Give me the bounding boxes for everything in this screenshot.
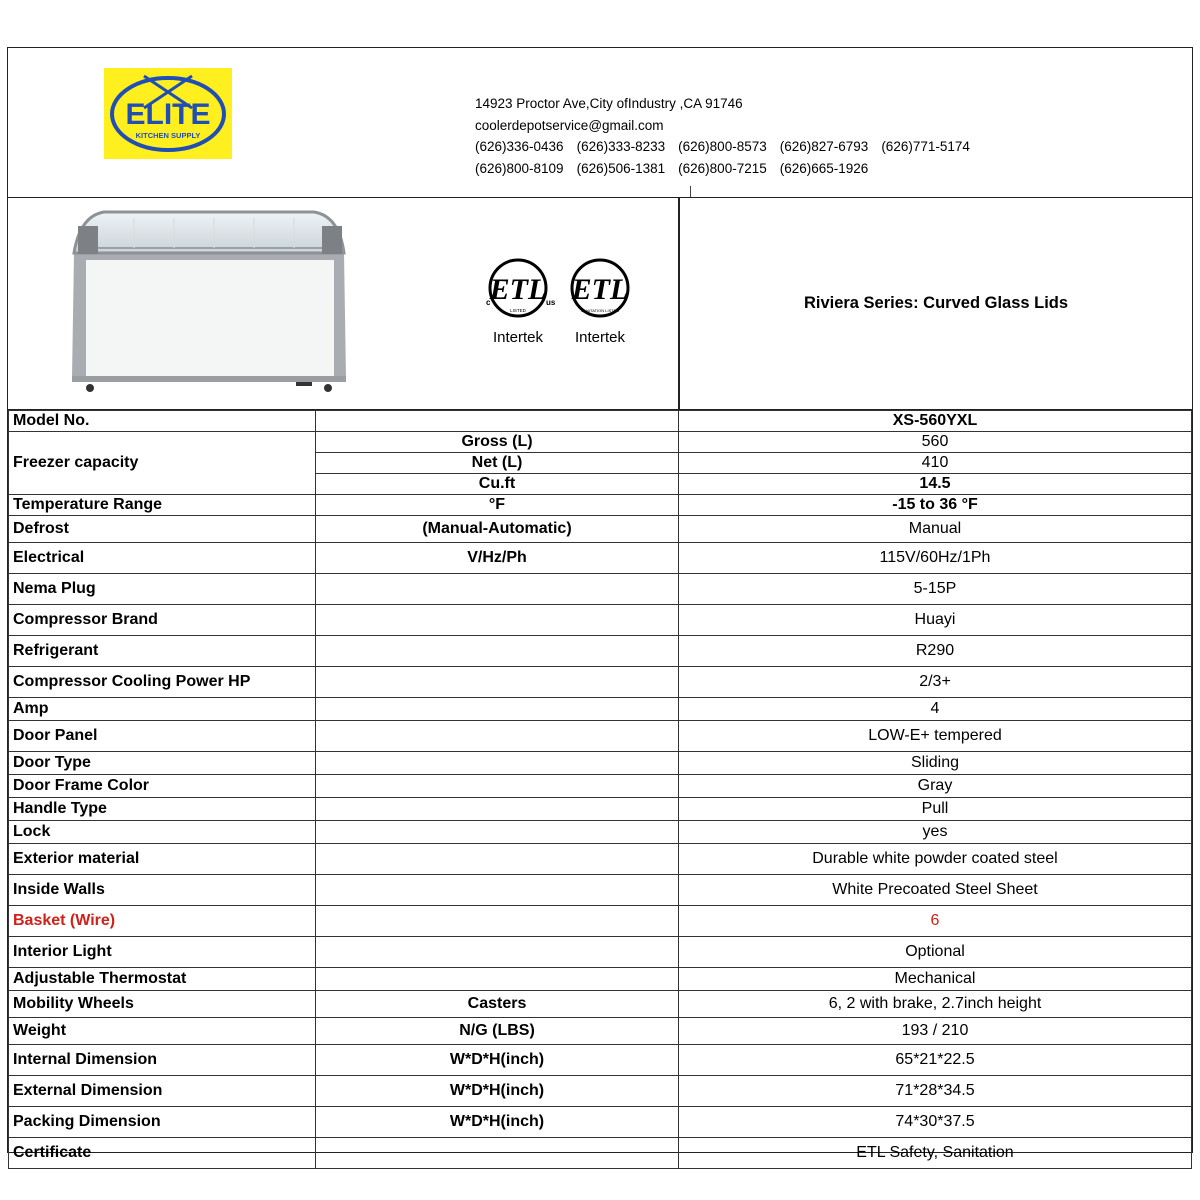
table-row xyxy=(9,752,1192,775)
phone-number: (626)506-1381 xyxy=(576,160,666,176)
spec-label: Packing Dimension xyxy=(9,1107,316,1138)
spec-value: 115V/60Hz/1Ph xyxy=(679,543,1192,574)
phone-row-2 xyxy=(475,158,983,180)
table-row xyxy=(9,636,1192,667)
svg-text:ETL: ETL xyxy=(571,273,629,306)
table-row xyxy=(9,968,1192,991)
spec-value: Huayi xyxy=(679,605,1192,636)
header xyxy=(8,48,1192,198)
model-number: XS-560YXL xyxy=(679,411,1192,432)
spec-unit: W*D*H(inch) xyxy=(316,1107,679,1138)
series-title: Riviera Series: Curved Glass Lids xyxy=(803,293,1069,312)
spec-unit xyxy=(316,906,679,937)
spec-value: ETL Safety, Sanitation xyxy=(679,1138,1192,1169)
etl-certifications xyxy=(480,258,640,353)
spec-unit xyxy=(316,411,679,432)
spec-label: Electrical xyxy=(9,543,316,574)
table-row xyxy=(9,798,1192,821)
svg-text:Intertek: Intertek xyxy=(574,329,626,346)
svg-text:Intertek: Intertek xyxy=(492,329,544,346)
etl-listed-mark xyxy=(486,260,556,346)
phone-number: (626)336-0436 xyxy=(475,139,564,154)
spec-unit xyxy=(316,698,679,721)
spec-unit xyxy=(316,605,679,636)
spec-label: Handle Type xyxy=(9,798,316,821)
table-row xyxy=(9,1138,1192,1169)
phone-number: (626)771-5174 xyxy=(881,139,970,154)
phone-number: (626)333-8233 xyxy=(576,139,666,154)
table-row xyxy=(9,991,1192,1018)
table-row xyxy=(9,516,1192,543)
phone-number: (626)800-8109 xyxy=(475,160,564,176)
table-row xyxy=(9,775,1192,798)
spec-unit: (Manual-Automatic) xyxy=(316,516,679,543)
table-row xyxy=(9,906,1192,937)
spec-value: 4 xyxy=(679,698,1192,721)
spec-unit xyxy=(316,821,679,844)
phone-row-1 xyxy=(475,136,983,158)
spec-value: Pull xyxy=(679,798,1192,821)
spec-label: Refrigerant xyxy=(9,636,316,667)
spec-unit xyxy=(316,752,679,775)
elite-logo xyxy=(104,68,232,159)
spec-unit: W*D*H(inch) xyxy=(316,1045,679,1076)
spec-label: Weight xyxy=(9,1018,316,1045)
email[interactable]: coolerdepotservice@gmail.com xyxy=(475,117,664,133)
svg-text:us: us xyxy=(546,298,556,307)
spec-value: Durable white powder coated steel xyxy=(679,844,1192,875)
table-row xyxy=(9,1018,1192,1045)
spec-unit: V/Hz/Ph xyxy=(316,543,679,574)
spec-value: 14.5 xyxy=(679,474,1192,495)
phone-number: (626)800-8573 xyxy=(678,139,767,154)
spec-value: 5-15P xyxy=(679,574,1192,605)
phone-number: (626)665-1926 xyxy=(779,160,869,176)
spec-unit xyxy=(316,844,679,875)
spec-value: 410 xyxy=(679,453,1192,474)
table-row xyxy=(9,432,1192,453)
spec-sheet xyxy=(7,47,1193,1161)
table-row xyxy=(9,844,1192,875)
spec-value: 71*28*34.5 xyxy=(679,1076,1192,1107)
spec-unit xyxy=(316,574,679,605)
spec-unit: Cu.ft xyxy=(316,474,679,495)
spec-unit xyxy=(316,937,679,968)
table-row xyxy=(9,667,1192,698)
table-row xyxy=(9,1076,1192,1107)
table-row xyxy=(9,875,1192,906)
spec-label: Compressor Brand xyxy=(9,605,316,636)
freezer-product-image xyxy=(64,208,354,400)
spec-value: 2/3+ xyxy=(679,667,1192,698)
table-row xyxy=(9,543,1192,574)
spec-label: External Dimension xyxy=(9,1076,316,1107)
spec-unit xyxy=(316,798,679,821)
spec-label: Mobility Wheels xyxy=(9,991,316,1018)
spec-label: Adjustable Thermostat xyxy=(9,968,316,991)
spec-label: Freezer capacity xyxy=(9,432,316,495)
spec-value: White Precoated Steel Sheet xyxy=(679,875,1192,906)
spec-unit xyxy=(316,875,679,906)
spec-label: Amp xyxy=(9,698,316,721)
spec-unit: Net (L) xyxy=(316,453,679,474)
table-row xyxy=(9,721,1192,752)
spec-value: R290 xyxy=(679,636,1192,667)
table-row xyxy=(9,1045,1192,1076)
table-row xyxy=(9,605,1192,636)
spec-value: Optional xyxy=(679,937,1192,968)
svg-text:SANITATION LISTED: SANITATION LISTED xyxy=(580,308,620,313)
spec-value: 6 xyxy=(679,906,1192,937)
spec-label: Basket (Wire) xyxy=(9,906,316,937)
spec-value: -15 to 36 °F xyxy=(679,495,1192,516)
spec-label: Model No. xyxy=(9,411,316,432)
table-row xyxy=(9,411,1192,432)
spec-label: Compressor Cooling Power HP xyxy=(9,667,316,698)
spec-label: Nema Plug xyxy=(9,574,316,605)
spec-unit: W*D*H(inch) xyxy=(316,1076,679,1107)
spec-label: Interior Light xyxy=(9,937,316,968)
spec-value: Sliding xyxy=(679,752,1192,775)
table-row xyxy=(9,698,1192,721)
spec-value: Gray xyxy=(679,775,1192,798)
spec-value: 560 xyxy=(679,432,1192,453)
spec-value: 65*21*22.5 xyxy=(679,1045,1192,1076)
phone-number: (626)827-6793 xyxy=(779,139,869,154)
spec-value: 74*30*37.5 xyxy=(679,1107,1192,1138)
spec-value: Manual xyxy=(679,516,1192,543)
table-row xyxy=(9,937,1192,968)
spec-unit xyxy=(316,775,679,798)
table-row xyxy=(9,495,1192,516)
etl-sanitation-mark xyxy=(571,260,629,346)
spec-label: Lock xyxy=(9,821,316,844)
spec-label: Exterior material xyxy=(9,844,316,875)
table-row xyxy=(9,821,1192,844)
spec-label: Certificate xyxy=(9,1138,316,1169)
spec-unit: N/G (LBS) xyxy=(316,1018,679,1045)
product-hero xyxy=(8,198,1192,410)
svg-text:c: c xyxy=(486,298,491,307)
spec-unit xyxy=(316,636,679,667)
phone-number: (626)800-7215 xyxy=(678,160,767,176)
spec-value: 6, 2 with brake, 2.7inch height xyxy=(679,991,1192,1018)
table-row xyxy=(9,574,1192,605)
spec-unit xyxy=(316,667,679,698)
spec-unit xyxy=(316,721,679,752)
spec-value: yes xyxy=(679,821,1192,844)
logo-tagline: KITCHEN SUPPLY xyxy=(135,131,201,140)
spec-label: Door Panel xyxy=(9,721,316,752)
spec-unit xyxy=(316,968,679,991)
spec-value: Mechanical xyxy=(679,968,1192,991)
spec-label: Door Frame Color xyxy=(9,775,316,798)
spec-label: Defrost xyxy=(9,516,316,543)
table-row xyxy=(9,1107,1192,1138)
spec-unit: °F xyxy=(316,495,679,516)
spec-unit: Gross (L) xyxy=(316,432,679,453)
spec-unit xyxy=(316,1138,679,1169)
spec-value: 193 / 210 xyxy=(679,1018,1192,1045)
spec-label: Door Type xyxy=(9,752,316,775)
spec-table xyxy=(8,410,1192,1169)
spec-label: Inside Walls xyxy=(9,875,316,906)
svg-text:LISTED: LISTED xyxy=(510,308,526,313)
svg-text:ETL: ETL xyxy=(489,273,547,306)
spec-label: Temperature Range xyxy=(9,495,316,516)
contact-info xyxy=(475,93,983,179)
address: 14923 Proctor Ave,City ofIndustry ,CA 91746 xyxy=(475,96,743,111)
spec-label: Internal Dimension xyxy=(9,1045,316,1076)
spec-value: LOW-E+ tempered xyxy=(679,721,1192,752)
spec-unit: Casters xyxy=(316,991,679,1018)
divider-tick xyxy=(690,186,691,197)
logo-wordmark: ELITE xyxy=(125,98,211,131)
